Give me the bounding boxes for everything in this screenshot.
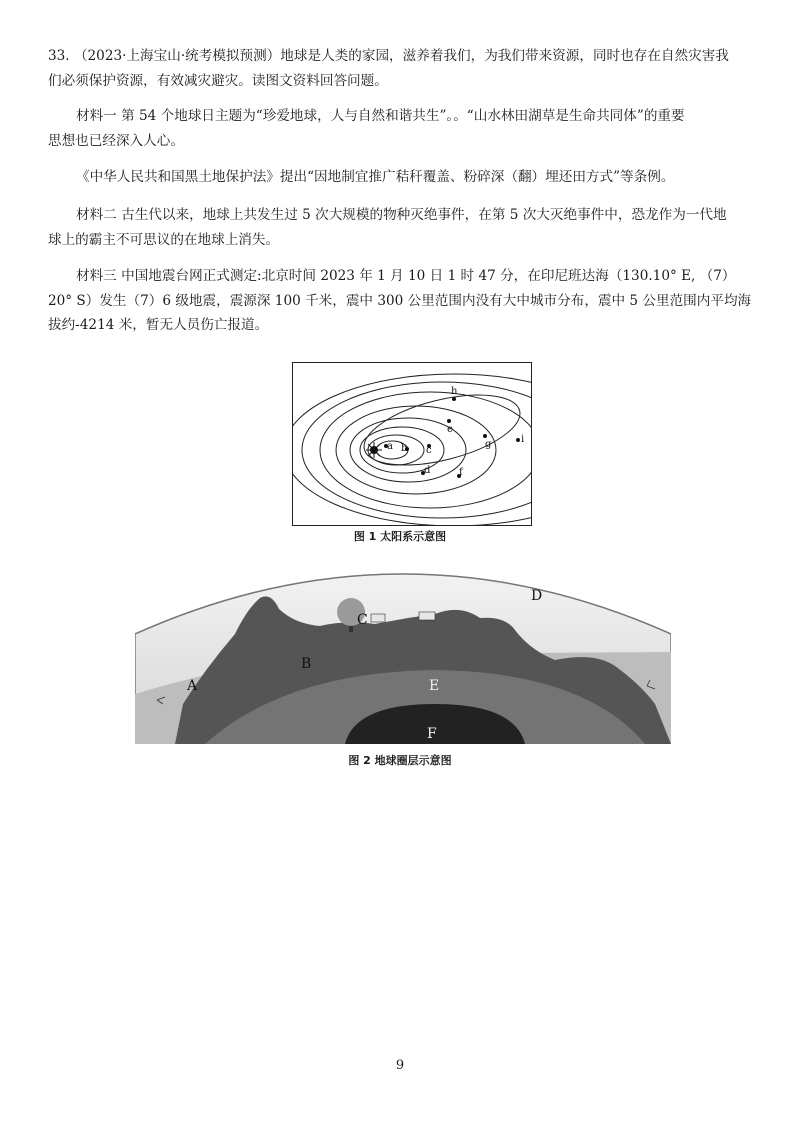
label-c: c — [426, 445, 432, 456]
question-line: 33. （2023·上海宝山·统考模拟预测）地球是人类的家园，滋养着我们，为我们带来资源，同时也存在自然灾害我 — [48, 48, 729, 64]
material-two-line: 球上的霸主不可思议的在地球上消失。 — [48, 231, 280, 248]
label-b: b — [401, 443, 408, 454]
label-f: f — [459, 467, 463, 478]
label-i: i — [521, 434, 525, 445]
label-a: a — [387, 441, 393, 452]
planet-g — [483, 434, 487, 438]
material-one — [48, 104, 754, 153]
label-g: g — [485, 439, 492, 450]
material-three-line: 拔约-4214 米，暂无人员伤亡报道。 — [48, 317, 269, 333]
planet-e — [447, 419, 451, 423]
label-d: d — [424, 465, 431, 476]
label-C: C — [357, 612, 368, 628]
material-three — [48, 264, 754, 338]
material-one-line: 思想也已经深入人心。 — [48, 132, 184, 149]
figure1-caption: 图 1 太阳系示意图 — [353, 530, 447, 543]
solar-system-diagram — [292, 362, 532, 526]
label-D: D — [531, 588, 543, 604]
question-stem — [48, 44, 754, 93]
figure2-caption: 图 2 地球圈层示意图 — [348, 754, 452, 767]
sun-icon — [366, 442, 382, 458]
material-one-line: 材料一 第 54 个地球日主题为“珍爱地球，人与自然和谐共生”。。“山水林田湖草是生命共同体”的重要 — [76, 108, 685, 124]
label-A: A — [187, 678, 198, 694]
question-line: 们必须保护资源，有效减灾避灾。读图文资料回答问题。 — [48, 72, 388, 89]
material-two-line: 材料二 古生代以来，地球上共发生过 5 次大规模的物种灭绝事件，在第 5 次大灭绝事件中，恐龙作为一代地 — [76, 207, 727, 223]
label-B: B — [301, 656, 312, 672]
comet-h — [452, 397, 456, 401]
law-line: 《中华人民共和国黑土地保护法》提出“因地制宜推广秸秆覆盖、粉碎深（翻）埋还田方式”等条例。 — [76, 169, 675, 185]
planet-i — [516, 438, 520, 442]
earth-spheres-diagram — [135, 554, 671, 744]
material-three-line: 材料三 中国地震台网正式测定:北京时间 2023 年 1 月 10 日 1 时 47 分，在印尼班达海（130.10° E, （7） — [76, 268, 736, 284]
law-paragraph — [48, 165, 754, 190]
label-h: h — [451, 386, 458, 397]
page-number: 9 — [395, 1058, 405, 1073]
label-E: E — [429, 678, 440, 694]
label-e: e — [447, 424, 453, 435]
label-F: F — [427, 726, 437, 742]
material-two — [48, 203, 754, 252]
material-three-line: 20° S）发生（7）6 级地震，震源深 100 千米，震中 300 公里范围内没有大中城市分布，震中 5 公里范围内平均海 — [48, 292, 752, 309]
